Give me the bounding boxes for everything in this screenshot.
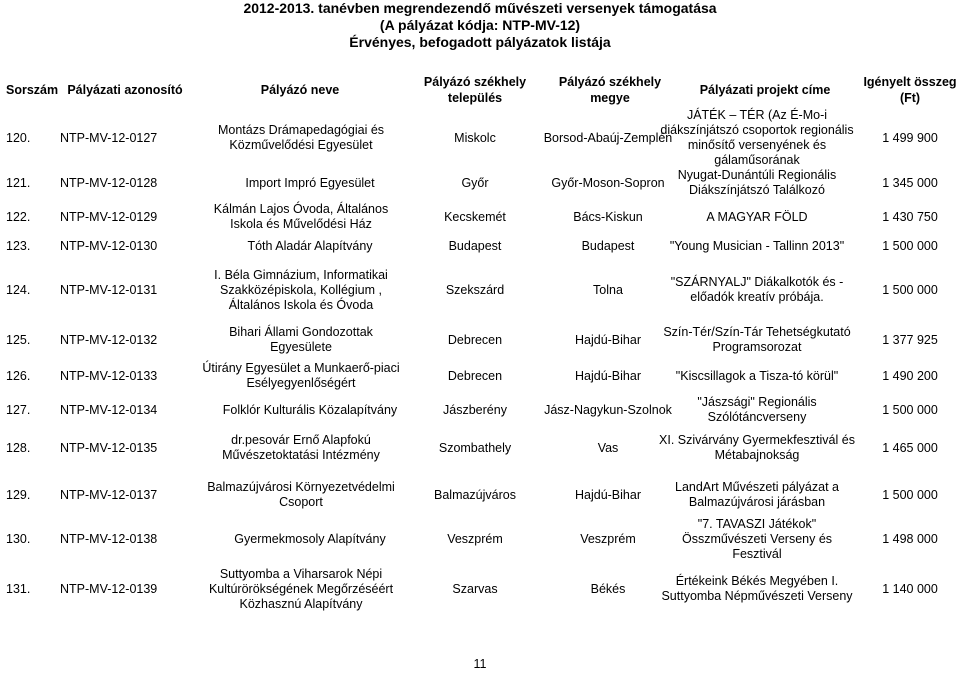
cell-project-line: "Kiscsillagok a Tisza-tó körül" bbox=[675, 368, 839, 383]
cell-name-line: Esélyegyenlőségért bbox=[246, 376, 356, 390]
cell-city-line: Debrecen bbox=[447, 368, 503, 383]
cell-num-line: 128. bbox=[6, 440, 31, 455]
cell-project-line: JÁTÉK – TÉR (Az É-Mo-i bbox=[686, 108, 828, 122]
cell-city-line: Szekszárd bbox=[445, 282, 505, 297]
cell-name-line: Közhasznú Alapítvány bbox=[239, 596, 363, 611]
cell-city-line: Balmazújváros bbox=[434, 487, 516, 502]
cell-id-line: NTP-MV-12-0135 bbox=[60, 440, 158, 455]
cell-project-line: Szín-Tér/Szín-Tár Tehetségkutató bbox=[663, 325, 851, 339]
cell-id bbox=[60, 258, 186, 322]
table-row bbox=[0, 394, 960, 426]
cell-project-line: Suttyomba Népművészeti Verseny bbox=[661, 589, 853, 603]
cell-amount bbox=[864, 236, 956, 256]
cell-name-line: Szakközépiskola, Kollégium , bbox=[220, 282, 382, 297]
cell-name-line: Suttyomba a Viharsarok Népi bbox=[219, 566, 383, 581]
table-row bbox=[0, 518, 960, 560]
header-azonosito: Pályázati azonosító bbox=[67, 83, 183, 97]
cell-amount bbox=[864, 394, 956, 426]
cell-id-line: NTP-MV-12-0127 bbox=[60, 130, 158, 145]
cell-id-line: NTP-MV-12-0129 bbox=[60, 209, 158, 224]
cell-project-line: LandArt Művészeti pályázat a bbox=[675, 480, 839, 494]
cell-id-line: NTP-MV-12-0130 bbox=[60, 238, 158, 253]
cell-amount-line: 1 465 000 bbox=[882, 440, 938, 455]
table-row bbox=[0, 427, 960, 469]
cell-num-line: 131. bbox=[6, 581, 31, 596]
table-row bbox=[0, 475, 960, 515]
cell-project bbox=[650, 199, 864, 235]
cell-amount-line: 1 498 000 bbox=[882, 531, 938, 546]
cell-project-line: "SZÁRNYALJ" Diákalkotók és - bbox=[670, 275, 844, 289]
cell-num bbox=[6, 112, 48, 164]
cell-city-line: Kecskemét bbox=[444, 209, 506, 224]
header-osszeg-line1: Igényelt összeg bbox=[863, 75, 957, 89]
cell-amount bbox=[864, 168, 956, 198]
cell-name-line: Import Impró Egyesület bbox=[245, 175, 375, 190]
cell-project bbox=[650, 236, 864, 256]
cell-name-line: I. Béla Gimnázium, Informatikai bbox=[214, 267, 388, 282]
cell-amount-line: 1 430 750 bbox=[882, 209, 938, 224]
cell-project bbox=[650, 322, 864, 358]
cell-num-line: 127. bbox=[6, 402, 31, 417]
page-number: 11 bbox=[473, 657, 487, 671]
cell-project-line: diákszínjátszó csoportok regionális bbox=[660, 123, 854, 137]
cell-project-line: "7. TAVASZI Játékok" bbox=[697, 516, 817, 531]
cell-city-line: Szarvas bbox=[452, 581, 498, 596]
cell-name-line: Útirány Egyesület a Munkaerő-piaci bbox=[202, 361, 400, 375]
cell-id-line: NTP-MV-12-0131 bbox=[60, 282, 158, 297]
cell-name-line: Kultúrörökségének Megőrzéséért bbox=[208, 581, 394, 596]
cell-amount-line: 1 377 925 bbox=[882, 332, 938, 347]
document-title: 2012-2013. tanévben megrendezendő művészeti versenyek támogatása bbox=[243, 0, 717, 16]
program-code: (A pályázat kódja: NTP-MV-12) bbox=[379, 17, 581, 33]
cell-amount-line: 1 345 000 bbox=[882, 175, 938, 190]
cell-county-line: Hajdú-Bihar bbox=[574, 487, 641, 502]
cell-name bbox=[186, 563, 416, 615]
cell-id-line: NTP-MV-12-0138 bbox=[60, 531, 158, 546]
cell-num bbox=[6, 360, 48, 392]
cell-num bbox=[6, 427, 48, 469]
cell-num bbox=[6, 394, 48, 426]
cell-name-line: Iskola és Művelődési Ház bbox=[230, 217, 372, 231]
cell-amount bbox=[864, 112, 956, 164]
header-osszeg bbox=[860, 74, 960, 106]
header-megye-line2: megye bbox=[590, 91, 630, 105]
cell-county-line: Budapest bbox=[581, 238, 635, 253]
cell-amount-line: 1 500 000 bbox=[882, 487, 938, 502]
cell-project bbox=[650, 475, 864, 515]
cell-project bbox=[650, 258, 864, 322]
cell-amount bbox=[864, 475, 956, 515]
cell-name-line: Egyesülete bbox=[270, 340, 332, 354]
cell-name bbox=[186, 258, 416, 322]
list-subtitle: Érvényes, befogadott pályázatok listája bbox=[349, 34, 611, 50]
cell-amount-line: 1 140 000 bbox=[882, 581, 938, 596]
cell-id bbox=[60, 112, 186, 164]
cell-num bbox=[6, 168, 48, 198]
cell-project-line: Programsorozat bbox=[712, 340, 802, 354]
table-row bbox=[0, 168, 960, 198]
cell-name bbox=[186, 112, 416, 164]
cell-city-line: Miskolc bbox=[454, 130, 496, 145]
cell-city-line: Szombathely bbox=[438, 440, 512, 455]
cell-project-line: XI. Szivárvány Gyermekfesztivál és bbox=[659, 433, 855, 447]
cell-project-line: A MAGYAR FÖLD bbox=[706, 209, 808, 224]
cell-name-line: Montázs Drámapedagógiai és bbox=[217, 123, 385, 137]
table-row bbox=[0, 360, 960, 392]
cell-id-line: NTP-MV-12-0133 bbox=[60, 368, 158, 383]
table-row bbox=[0, 236, 960, 256]
cell-city-line: Budapest bbox=[448, 238, 502, 253]
cell-project-line: Balmazújvárosi járásban bbox=[688, 495, 826, 509]
cell-project-line: minősítő versenyének és bbox=[687, 138, 827, 152]
cell-num bbox=[6, 236, 48, 256]
cell-amount bbox=[864, 258, 956, 322]
cell-name-line: Tóth Aladár Alapítvány bbox=[247, 238, 373, 253]
cell-num-line: 126. bbox=[6, 368, 31, 383]
cell-num-line: 123. bbox=[6, 238, 31, 253]
cell-num bbox=[6, 475, 48, 515]
cell-id bbox=[60, 322, 186, 358]
cell-county-line: Hajdú-Bihar bbox=[574, 332, 641, 347]
cell-num bbox=[6, 199, 48, 235]
cell-name-line: Kálmán Lajos Óvoda, Általános bbox=[213, 202, 389, 216]
cell-county-line: Borsod-Abaúj-Zemplén bbox=[543, 130, 673, 145]
cell-project-line: Szólótáncverseny bbox=[707, 410, 807, 424]
cell-num-line: 124. bbox=[6, 282, 31, 297]
cell-name-line: Általános Iskola és Óvoda bbox=[228, 297, 374, 312]
cell-project-line: Értékeink Békés Megyében I. bbox=[675, 574, 839, 588]
cell-id bbox=[60, 563, 186, 615]
cell-num bbox=[6, 258, 48, 322]
cell-id bbox=[60, 475, 186, 515]
cell-project bbox=[650, 168, 864, 198]
cell-project-line: Diákszínjátszó Találkozó bbox=[689, 183, 825, 197]
header-megye-line1: Pályázó székhely bbox=[558, 75, 662, 89]
cell-num bbox=[6, 563, 48, 615]
cell-name-line: Folklór Kulturális Közalapítvány bbox=[222, 402, 398, 417]
cell-project bbox=[650, 394, 864, 426]
cell-amount bbox=[864, 360, 956, 392]
table-row bbox=[0, 199, 960, 235]
cell-id-line: NTP-MV-12-0139 bbox=[60, 581, 158, 596]
cell-amount bbox=[864, 427, 956, 469]
cell-county-line: Hajdú-Bihar bbox=[574, 368, 641, 383]
cell-id-line: NTP-MV-12-0128 bbox=[60, 175, 158, 190]
header-telepules-line2: település bbox=[447, 91, 503, 105]
cell-amount-line: 1 499 900 bbox=[882, 130, 938, 145]
table-row bbox=[0, 258, 960, 322]
cell-amount-line: 1 500 000 bbox=[882, 282, 938, 297]
cell-name-line: Balmazújvárosi Környezetvédelmi bbox=[207, 480, 395, 494]
cell-amount bbox=[864, 199, 956, 235]
cell-amount-line: 1 490 200 bbox=[882, 368, 938, 383]
cell-amount bbox=[864, 518, 956, 560]
cell-id bbox=[60, 360, 186, 392]
header-neve: Pályázó neve bbox=[260, 83, 340, 97]
table-row bbox=[0, 322, 960, 358]
cell-name bbox=[186, 475, 416, 515]
cell-county-line: Győr-Moson-Sopron bbox=[551, 175, 665, 190]
cell-city-line: Jászberény bbox=[443, 402, 507, 417]
cell-num-line: 125. bbox=[6, 332, 31, 347]
cell-city-line: Győr bbox=[461, 175, 489, 190]
cell-num-line: 120. bbox=[6, 130, 31, 145]
table-row bbox=[0, 563, 960, 615]
cell-name-line: dr.pesovár Ernő Alapfokú bbox=[231, 433, 371, 447]
cell-project bbox=[650, 563, 864, 615]
cell-project-line: Összművészeti Verseny és bbox=[681, 531, 833, 546]
cell-county-line: Békés bbox=[590, 581, 626, 596]
table-header bbox=[0, 74, 960, 110]
cell-project-line: előadók kreatív próbája. bbox=[690, 290, 824, 304]
header-osszeg-line2: (Ft) bbox=[899, 91, 921, 105]
cell-project-line: Fesztivál bbox=[732, 546, 782, 561]
cell-amount-line: 1 500 000 bbox=[882, 402, 938, 417]
cell-num-line: 129. bbox=[6, 487, 31, 502]
cell-project-line: "Young Musician - Tallinn 2013" bbox=[669, 238, 845, 253]
cell-amount-line: 1 500 000 bbox=[882, 238, 938, 253]
cell-id-line: NTP-MV-12-0137 bbox=[60, 487, 158, 502]
cell-project-line: Métabajnokság bbox=[714, 448, 800, 462]
cell-city-line: Debrecen bbox=[447, 332, 503, 347]
cell-county-line: Veszprém bbox=[580, 531, 636, 546]
cell-id bbox=[60, 199, 186, 235]
cell-project-line: gálaműsorának bbox=[714, 153, 800, 167]
cell-project bbox=[650, 427, 864, 469]
header-projekt: Pályázati projekt címe bbox=[699, 83, 831, 97]
cell-num-line: 122. bbox=[6, 209, 31, 224]
cell-project bbox=[650, 360, 864, 392]
cell-name bbox=[186, 322, 416, 358]
cell-id-line: NTP-MV-12-0132 bbox=[60, 332, 158, 347]
cell-project bbox=[650, 518, 864, 560]
cell-amount bbox=[864, 563, 956, 615]
cell-project bbox=[650, 108, 864, 167]
cell-name-line: Csoport bbox=[279, 495, 323, 509]
cell-amount bbox=[864, 322, 956, 358]
cell-num-line: 130. bbox=[6, 531, 31, 546]
table-row bbox=[0, 108, 960, 167]
cell-city-line: Veszprém bbox=[447, 531, 503, 546]
cell-county-line: Bács-Kiskun bbox=[573, 209, 643, 224]
cell-id-line: NTP-MV-12-0134 bbox=[60, 402, 158, 417]
cell-name bbox=[186, 199, 416, 235]
cell-name-line: Bihari Állami Gondozottak bbox=[229, 325, 373, 339]
cell-project-line: Nyugat-Dunántúli Regionális bbox=[677, 168, 837, 182]
cell-id bbox=[60, 427, 186, 469]
cell-name-line: Gyermekmosoly Alapítvány bbox=[234, 531, 386, 546]
cell-num bbox=[6, 518, 48, 560]
cell-num bbox=[6, 322, 48, 358]
header-sorszam: Sorszám bbox=[6, 83, 59, 97]
cell-county-line: Vas bbox=[597, 440, 619, 455]
cell-name bbox=[186, 427, 416, 469]
cell-name-line: Művészetoktatási Intézmény bbox=[222, 448, 380, 462]
cell-name bbox=[186, 360, 416, 392]
cell-name-line: Közművelődési Egyesület bbox=[229, 138, 373, 152]
cell-project-line: "Jászsági" Regionális bbox=[697, 395, 817, 409]
cell-county-line: Tolna bbox=[593, 282, 623, 297]
cell-num-line: 121. bbox=[6, 175, 31, 190]
cell-county-line: Jász-Nagykun-Szolnok bbox=[544, 402, 672, 417]
header-telepules-line1: Pályázó székhely bbox=[423, 75, 527, 89]
